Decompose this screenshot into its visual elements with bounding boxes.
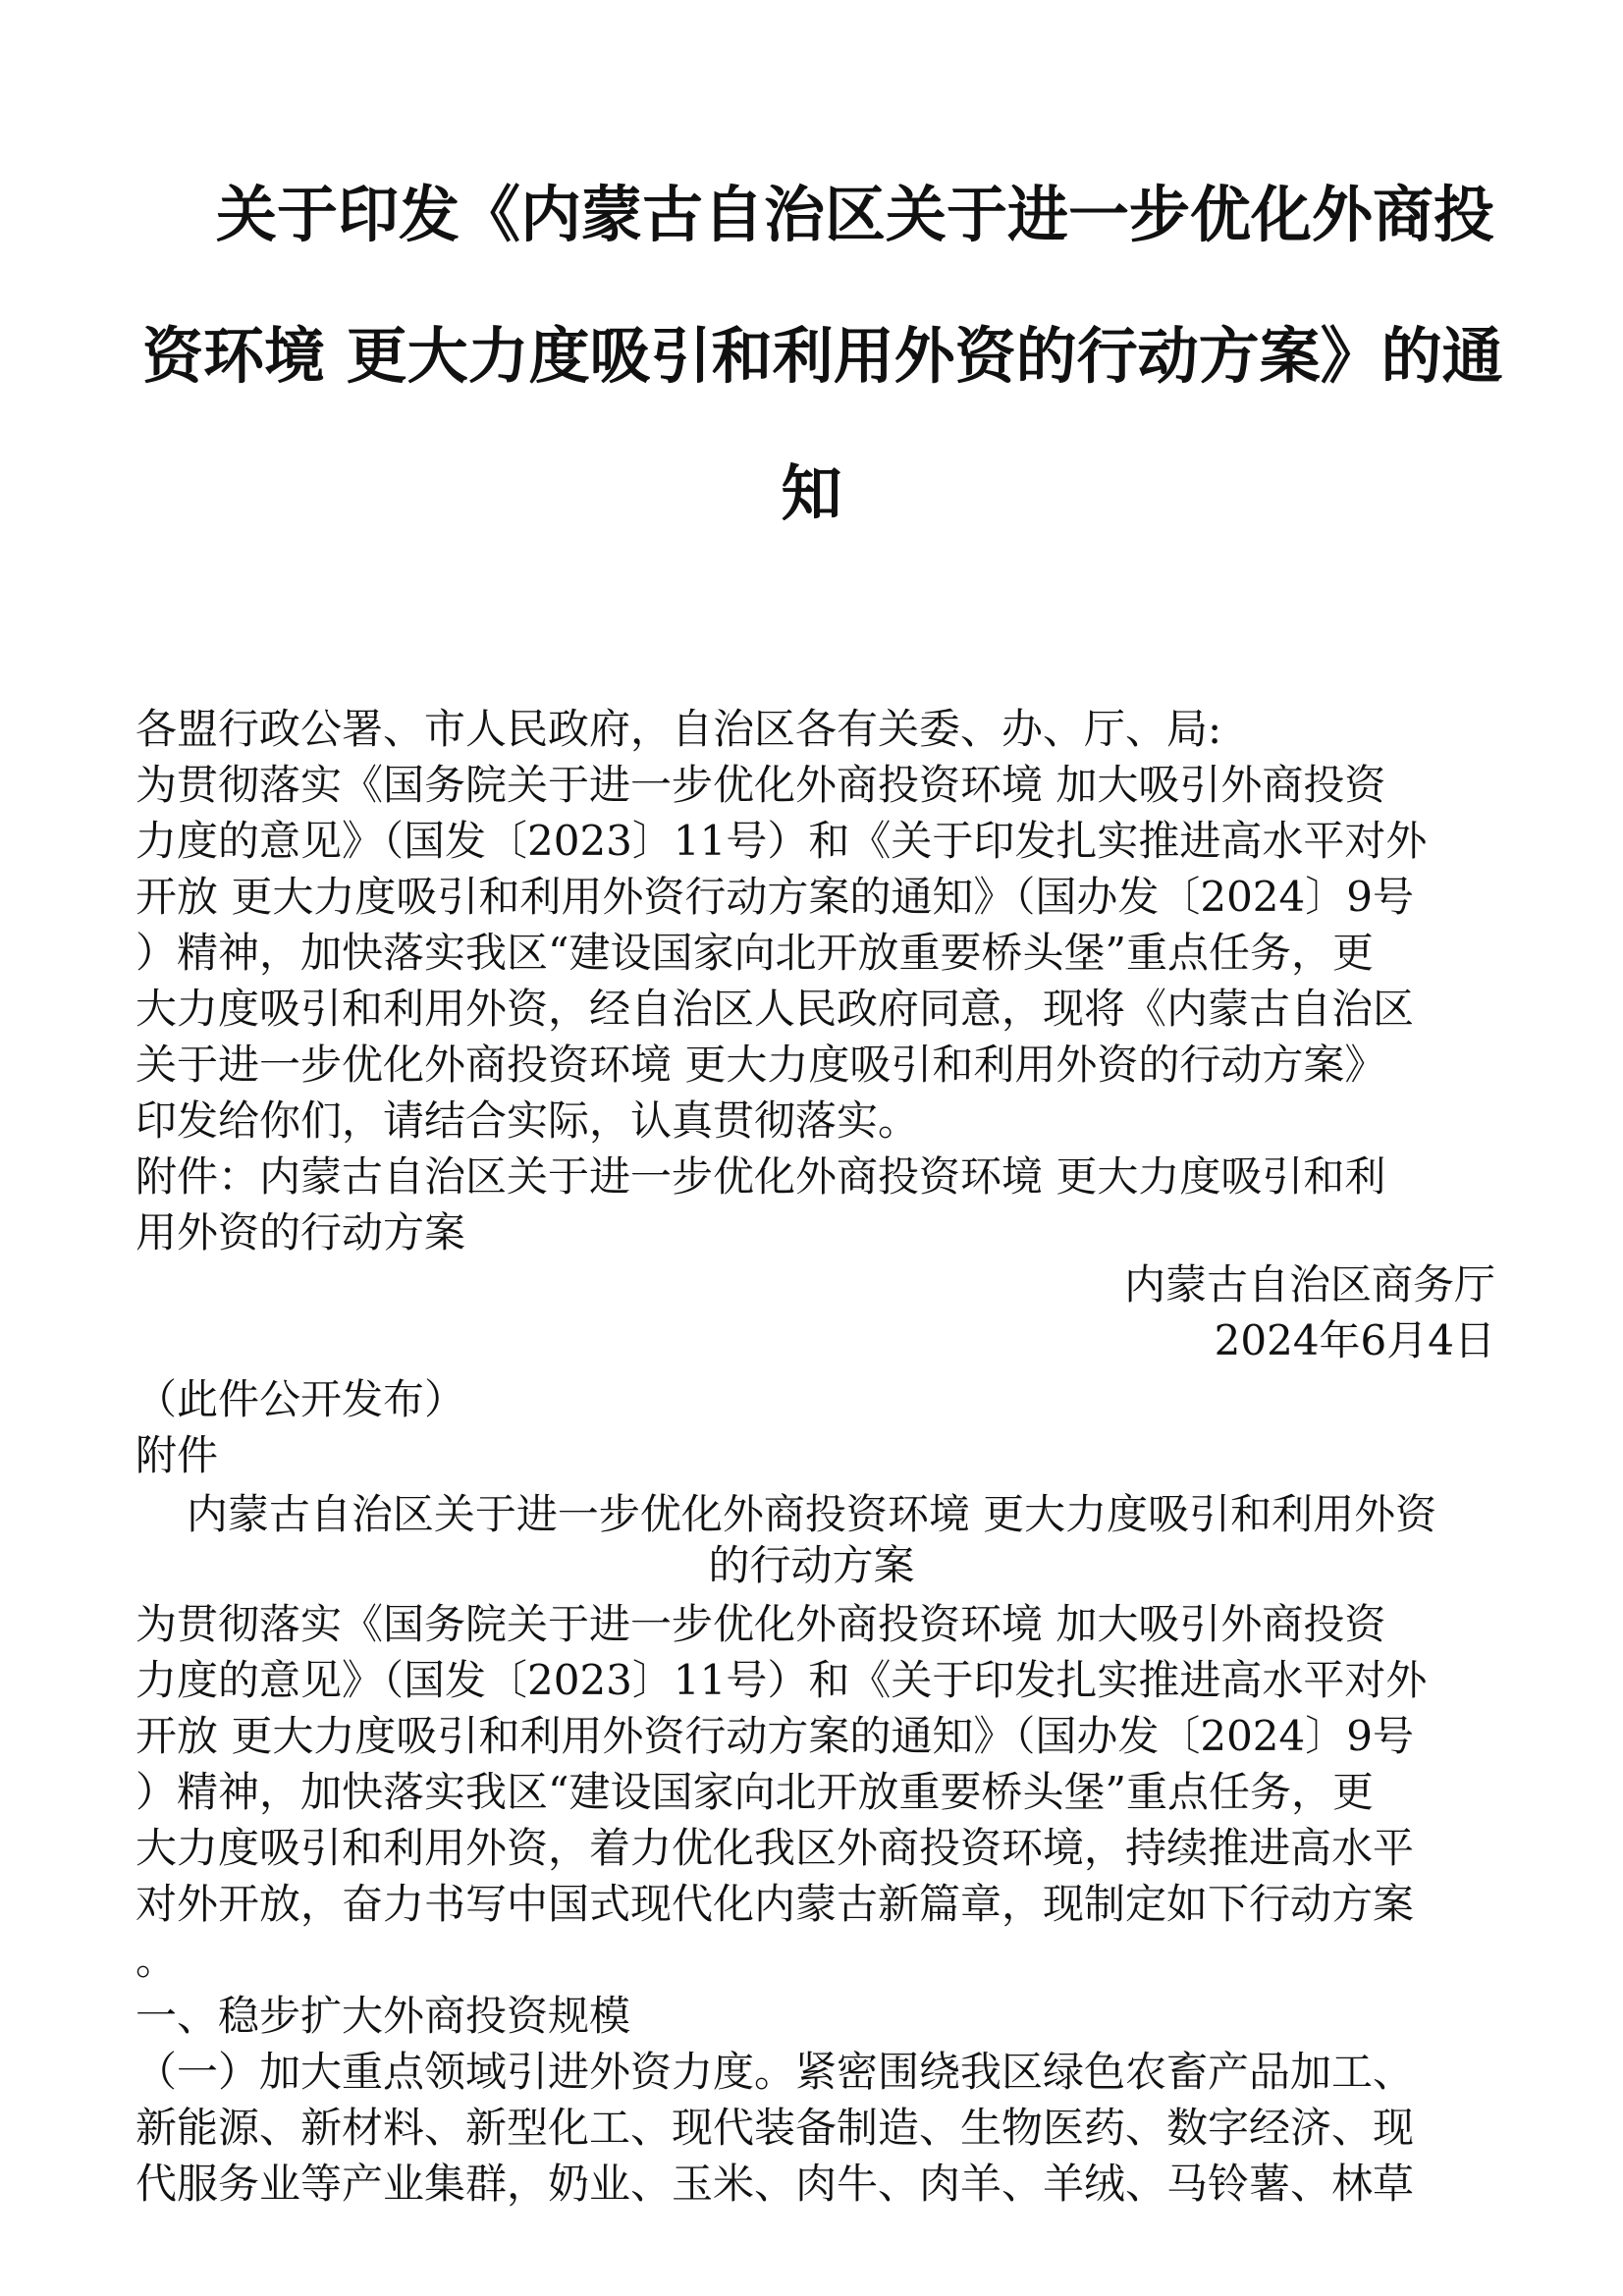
attachment-intro-line: 对外开放，奋力书写中国式现代化内蒙古新篇章，现制定如下行动方案: [135, 1880, 1415, 1928]
notice-body-line: 印发给你们，请结合实际，认真贯彻落实。: [135, 1096, 920, 1145]
attachment-reference-line: 用外资的行动方案: [135, 1208, 466, 1256]
section-body-line: 新能源、新材料、新型化工、现代装备制造、生物医药、数字经济、现: [135, 2104, 1415, 2152]
attachment-title-line-1: 内蒙古自治区关于进一步优化外商投资环境 更大力度吸引和利用外资: [186, 1490, 1437, 1538]
attachment-intro-line: 大力度吸引和利用外资，着力优化我区外商投资环境，持续推进高水平: [135, 1824, 1415, 1872]
attachment-intro-line: 开放 更大力度吸引和利用外资行动方案的通知》（国办发〔2024〕9号: [135, 1712, 1414, 1760]
attachment-title-line-2: 的行动方案: [708, 1541, 915, 1589]
notice-body-line: ）精神，加快落实我区“建设国家向北开放重要桥头堡”重点任务，更: [135, 929, 1374, 977]
attachment-intro-line: 为贯彻落实《国务院关于进一步优化外商投资环境 加大吸引外商投资: [135, 1600, 1386, 1648]
public-note: （此件公开发布）: [135, 1375, 466, 1423]
attachment-intro-line: 力度的意见》（国发〔2023〕11号）和《关于印发扎实推进高水平对外: [135, 1656, 1428, 1704]
section-body-line: （一）加大重点领域引进外资力度。紧密围绕我区绿色农畜产品加工、: [135, 2048, 1415, 2096]
notice-body-line: 力度的意见》（国发〔2023〕11号）和《关于印发扎实推进高水平对外: [135, 817, 1428, 865]
addressee: 各盟行政公署、市人民政府，自治区各有关委、办、厅、局:: [135, 705, 1222, 753]
attachment-intro-line: 。: [135, 1936, 178, 1984]
issuer: 内蒙古自治区商务厅: [1123, 1260, 1495, 1308]
notice-body-line: 开放 更大力度吸引和利用外资行动方案的通知》（国办发〔2024〕9号: [135, 873, 1414, 921]
notice-title-line-1: 关于印发《内蒙古自治区关于进一步优化外商投: [216, 179, 1495, 250]
notice-body-line: 为贯彻落实《国务院关于进一步优化外商投资环境 加大吸引外商投资: [135, 761, 1386, 809]
section-body-line: 代服务业等产业集群，奶业、玉米、肉牛、肉羊、羊绒、马铃薯、林草: [135, 2160, 1415, 2208]
issue-date: 2024年6月4日: [1214, 1316, 1495, 1364]
notice-title-line-2: 资环境 更大力度吸引和利用外资的行动方案》的通: [142, 320, 1503, 392]
notice-body-line: 关于进一步优化外商投资环境 更大力度吸引和利用外资的行动方案》: [135, 1041, 1386, 1089]
attachment-label: 附件: [135, 1431, 219, 1479]
attachment-reference-line: 附件：内蒙古自治区关于进一步优化外商投资环境 更大力度吸引和利: [135, 1152, 1386, 1201]
notice-body-line: 大力度吸引和利用外资，经自治区人民政府同意，现将《内蒙古自治区: [135, 985, 1415, 1033]
attachment-intro-line: ）精神，加快落实我区“建设国家向北开放重要桥头堡”重点任务，更: [135, 1768, 1374, 1816]
notice-title-line-3: 知: [781, 457, 842, 529]
section-heading: 一、稳步扩大外商投资规模: [135, 1992, 631, 2040]
